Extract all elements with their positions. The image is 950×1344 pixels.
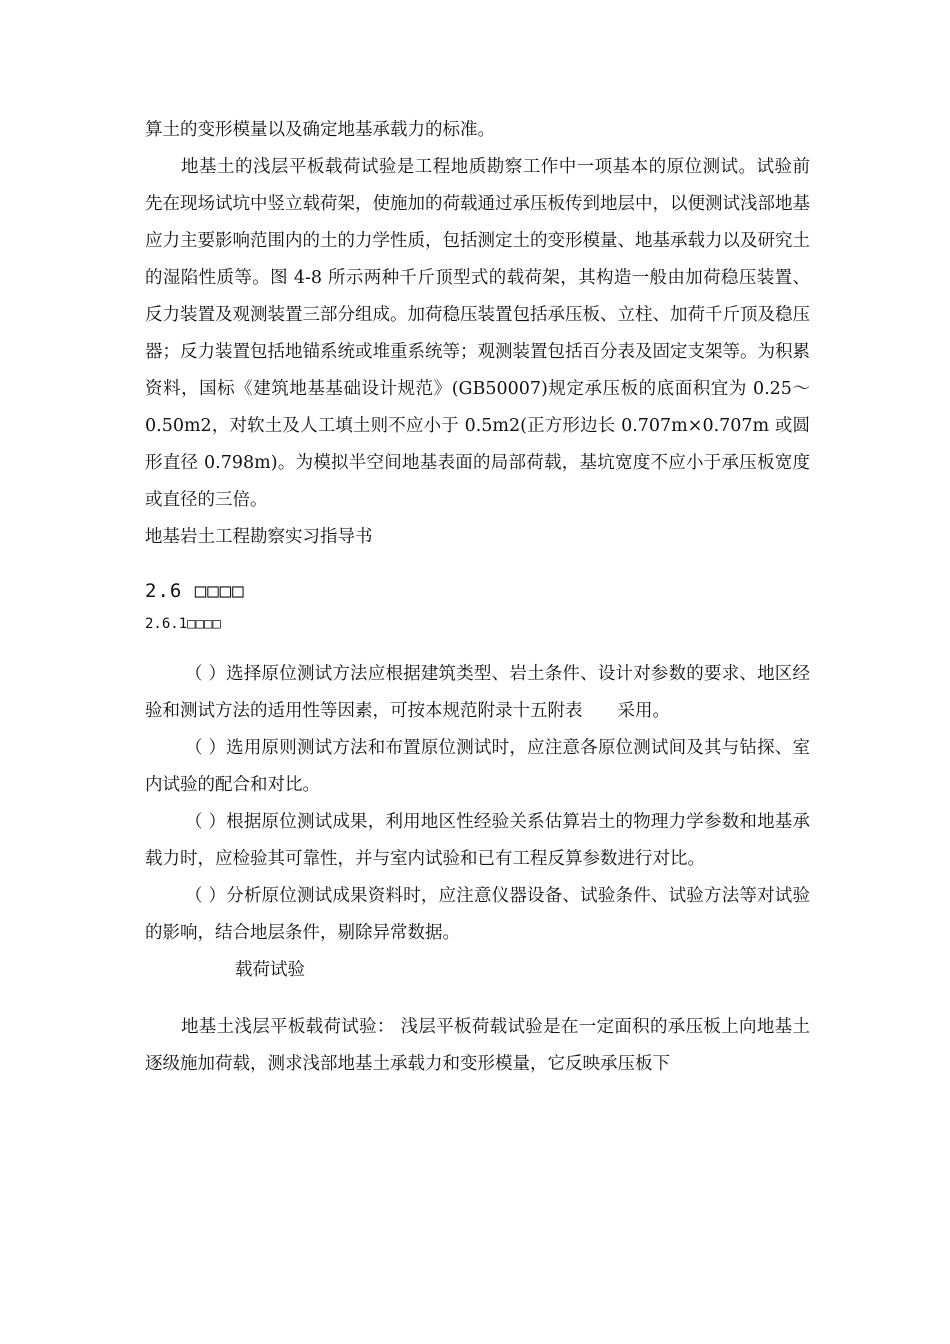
document-page — [145, 112, 810, 1083]
subsection-number: 2.6.1 — [145, 616, 188, 632]
list-item: （ ）分析原位测试成果资料时，应注意仪器设备、试验条件、试验方法等对试验的影响，结合地层条件，剔除异常数据。 — [145, 886, 810, 943]
list-item: （ ）根据原位测试成果，利用地区性经验关系估算岩土的物理力学参数和地基承载力时，应检验其可靠性，并与室内试验和已有工程反算参数进行对比。 — [145, 812, 810, 869]
document-title: 地基岩土工程勘察实习指导书 — [145, 527, 373, 547]
paragraph-plate-load-test: 地基土的浅层平板载荷试验是工程地质勘察工作中一项基本的原位测试。试验前先在现场试坑中竖立载荷架，使施加的荷载通过承压板传到地层中，以便测试浅部地基应力主要影响范围内的土的力学性质，包括测定土的变形模量、地基承载力以及研究土的湿陷性质等。图 4-8 所示两种千斤顶型式的载荷架，其构造一般由加荷稳压装置、反力装置及观测装置三部分组成。加荷稳压装置包括承压板、立柱、加荷千斤顶及稳压器；反力装置包括地锚系统或堆重系统等；观测装置包括百分表及固定支架等。为积累资料，国标《建筑地基基础设计规范》(GB50007)规定承压板的底面积宜为 0.25～0.50m2，对软土及人工填土则不应小于 0.5m2(正方形边长 0.707m×0.707m 或圆形直径 0.798m)。为模拟半空间地基表面的局部荷载，基坑宽度不应小于承压板宽度或直径的三倍。 — [145, 157, 810, 510]
paragraph-final: 地基土浅层平板载荷试验： 浅层平板荷载试验是在一定面积的承压板上向地基土逐级施加荷载，测求浅部地基土承载力和变形模量，它反映承压板下 — [145, 1017, 810, 1074]
list-item: （ ）选用原则测试方法和布置原位测试时，应注意各原位测试间及其与钻探、室内试验的配合和对比。 — [145, 738, 810, 795]
paragraph-continued: 算土的变形模量以及确定地基承载力的标准。 — [145, 120, 495, 140]
section-number: 2.6 — [145, 580, 183, 602]
subsection-title: □□□□ — [187, 616, 221, 632]
section-title: □□□□ — [194, 580, 245, 602]
subheading-load-test: 载荷试验 — [235, 960, 305, 980]
subsection-heading — [145, 611, 810, 637]
list-item: （ ）选择原位测试方法应根据建筑类型、岩土条件、设计对参数的要求、地区经验和测试方法的适用性等因素，可按本规范附录十五附表 采用。 — [145, 664, 810, 721]
section-heading — [145, 576, 810, 606]
